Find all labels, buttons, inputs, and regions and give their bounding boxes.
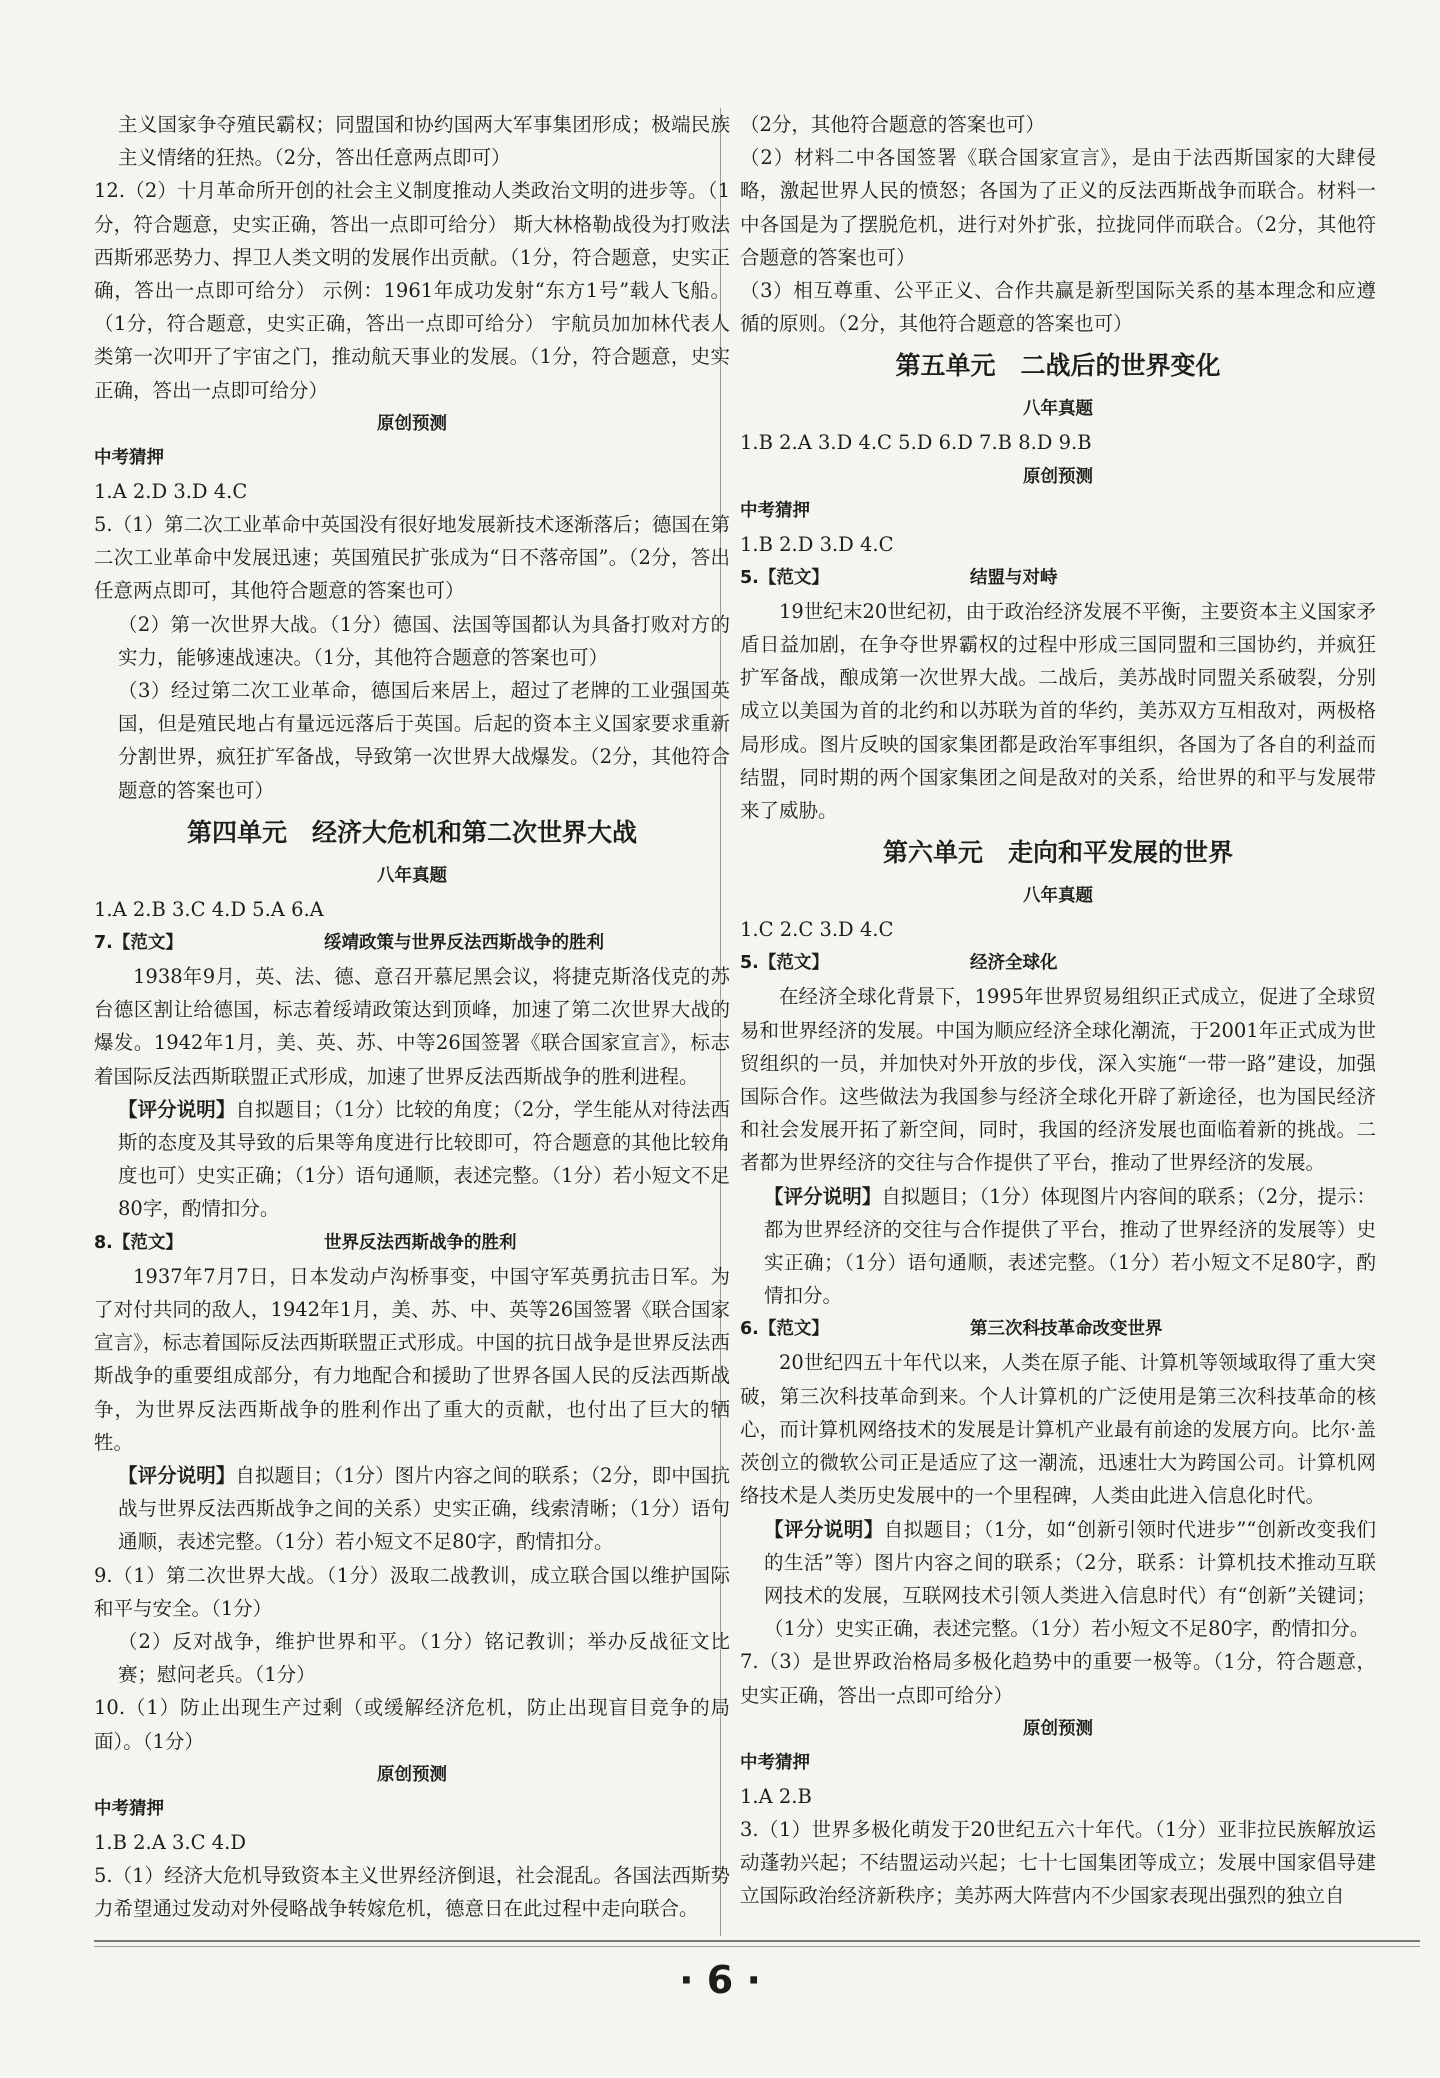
- answer-q5-3: （3）经过第二次工业革命，德国后来居上，超过了老牌的工业强国英国，但是殖民地占有量远远落后于英国。后起的资本主义国家要求重新分割世界，疯狂扩军备战，导致第一次世界大战爆发。（2分，其他符合题意的答案也可）: [118, 679, 730, 802]
- essay-body: 19世纪末20世纪初，由于政治经济发展不平衡，主要资本主义国家矛盾日益加剧，在争夺世界霸权的过程中形成三国同盟和三国协约，并疯狂扩军备战，酿成第一次世界大战。二战后，美苏战时同盟关系破裂，分别成立以美国为首的北约和以苏联为首的华约，美苏双方互相敌对，两极格局形成。图片反映的国家集团都是政治军事组织，各国为了各自的利益而结盟，同时期的两个国家集团之间是敌对的关系，给世界的和平与发展带来了威胁。: [740, 599, 1376, 823]
- subsection-heading: 中考猜押: [94, 1798, 164, 1819]
- footer-rule: [94, 1940, 1420, 1942]
- scoring-text: 自拟题目；（1分）比较的角度；（2分，学生能从对待法西斯的态度及其导致的后果等角度进行比较即可，符合题意的其他比较角度也可）史实正确；（1分）语句通顺，表述完整。（1分）若小短文不足80字，酌情扣分。: [118, 1097, 730, 1221]
- page-number: · 6 ·: [679, 1958, 761, 2002]
- left-column: [94, 108, 730, 1925]
- essay-body: 20世纪四五十年代以来，人类在原子能、计算机等领域取得了重大突破，第三次科技革命到来。个人计算机的广泛使用是第三次科技革命的核心，而计算机网络技术的发展是计算机产业最有前途的发展方向。比尔·盖茨创立的微软公司正是适应了这一潮流，迅速壮大为跨国公司。计算机网络技术是人类历史发展中的一个里程碑，人类由此进入信息化时代。: [740, 1351, 1376, 1508]
- answer-q7: 7.（3）是世界政治格局多极化趋势中的重要一极等。（1分，符合题意，史实正确，答出一点即可给分）: [740, 1650, 1376, 1707]
- essay-title: 经济全球化: [970, 953, 1058, 974]
- section-heading: 八年真题: [377, 865, 447, 886]
- section-heading: 八年真题: [1023, 886, 1093, 907]
- scoring-tag: 【评分说明】: [118, 1463, 236, 1487]
- answer-key: 1.B 2.D 3.D 4.C: [740, 532, 894, 556]
- section-heading: 原创预测: [1023, 1718, 1093, 1739]
- essay-tag: 6.【范文】: [740, 1319, 829, 1340]
- text-paragraph: （3）相互尊重、公平正义、合作共赢是新型国际关系的基本理念和应遵循的原则。（2分，其他符合题意的答案也可）: [740, 279, 1376, 336]
- subsection-heading: 中考猜押: [740, 500, 810, 521]
- model-essay-header: [740, 946, 1376, 980]
- answer-q5-2: （2）第一次世界大战。（1分）德国、法国等国都认为具备打败对方的实力，能够速战速决。（1分，其他符合题意的答案也可）: [118, 612, 730, 669]
- scoring-tag: 【评分说明】: [764, 1184, 882, 1208]
- subsection-heading: 中考猜押: [740, 1752, 810, 1773]
- answer-q12: 12.（2）十月革命所开创的社会主义制度推动人类政治文明的进步等。（1分，符合题意，史实正确，答出一点即可给分） 斯大林格勒战役为打败法西斯邪恶势力、捍卫人类文明的发展作出贡献。（1分，符合题意，史实正确，答出一点即可给分） 示例：1961年成功发射“东方1号”载人飞船。（1分，符合题意，史实正确，答出一点即可给分） 宇航员加加林代表人类第一次叩开了宇宙之门，推动航天事业的发展。（1分，符合题意，史实正确，答出一点即可给分）: [94, 179, 730, 402]
- footer-rule: [94, 1946, 1420, 1947]
- section-heading: 八年真题: [1023, 399, 1093, 420]
- essay-tag: 7.【范文】: [94, 933, 183, 954]
- scoring-note: [740, 1180, 1376, 1313]
- answer-key: 1.B 2.A 3.C 4.D: [94, 1830, 246, 1854]
- section-heading: 原创预测: [1023, 466, 1093, 487]
- scoring-note: [94, 1093, 730, 1226]
- scoring-text: 自拟题目；（1分，如“创新引领时代进步”“创新改变我们的生活”等）图片内容之间的联系；（2分，联系：计算机技术推动互联网技术的发展，互联网技术引领人类进入信息时代）有“创新”关键词；（1分）史实正确，表述完整。（1分）若小短文不足80字，酌情扣分。: [764, 1517, 1376, 1641]
- essay-title: 第三次科技革命改变世界: [970, 1319, 1163, 1340]
- essay-title: 结盟与对峙: [970, 567, 1058, 588]
- model-essay-header: [740, 1312, 1376, 1346]
- text-paragraph: 主义国家争夺殖民霸权；同盟国和协约国两大军事集团形成；极端民族主义情绪的狂热。（2分，答出任意两点即可）: [118, 113, 730, 170]
- essay-tag: 5.【范文】: [740, 567, 829, 588]
- scoring-tag: 【评分说明】: [764, 1517, 884, 1541]
- unit-title: 第四单元 经济大危机和第二次世界大战: [186, 817, 637, 847]
- answer-key: 1.A 2.B: [740, 1784, 812, 1808]
- scoring-text: 自拟题目；（1分）图片内容之间的联系；（2分，即中国抗战与世界反法西斯战争之间的关系）史实正确，线索清晰；（1分）语句通顺，表述完整。（1分）若小短文不足80字，酌情扣分。: [118, 1463, 730, 1554]
- essay-title: 世界反法西斯战争的胜利: [324, 1232, 517, 1253]
- scoring-note: [94, 1459, 730, 1559]
- essay-body: 1938年9月，英、法、德、意召开慕尼黑会议，将捷克斯洛伐克的苏台德区割让给德国，标志着绥靖政策达到顶峰，加速了第二次世界大战的爆发。1942年1月，美、英、苏、中等26国签署《联合国家宣言》，标志着国际反法西斯联盟正式形成，加速了世界反法西斯战争的胜利进程。: [94, 965, 730, 1088]
- scoring-text: 自拟题目；（1分）体现图片内容间的联系；（2分，提示：都为世界经济的交往与合作提供了平台，推动了世界经济的发展等）史实正确；（1分）语句通顺，表述完整。（1分）若小短文不足80字，酌情扣分。: [764, 1184, 1376, 1308]
- model-essay-header: [740, 561, 1376, 595]
- section-heading: 原创预测: [377, 413, 447, 434]
- answer-key: 1.A 2.D 3.D 4.C: [94, 479, 248, 503]
- model-essay-header: [94, 1226, 730, 1260]
- essay-body: 在经济全球化背景下，1995年世界贸易组织正式成立，促进了全球贸易和世界经济的发展。中国为顺应经济全球化潮流，于2001年正式成为世贸组织的一员，并加快对外开放的步伐，深入实施“一带一路”建设，加强国际合作。这些做法为我国参与经济全球化开辟了新途径，也为国民经济和社会发展开拓了新空间，同时，我国的经济发展也面临着新的挑战。二者都为世界经济的交往与合作提供了平台，推动了世界经济的发展。: [740, 985, 1376, 1175]
- answer-q5-1: 5.（1）第二次工业革命中英国没有很好地发展新技术逐渐落后；德国在第二次工业革命中发展迅速；英国殖民扩张成为“日不落帝国”。（2分，答出任意两点即可，其他符合题意的答案也可）: [94, 513, 730, 603]
- essay-tag: 5.【范文】: [740, 953, 829, 974]
- scoring-note: [740, 1513, 1376, 1646]
- essay-body: 1937年7月7日，日本发动卢沟桥事变，中国守军英勇抗击日军。为了对付共同的敌人，1942年1月，美、苏、中、英等26国签署《联合国家宣言》，标志着国际反法西斯联盟正式形成。中国的抗日战争是世界反法西斯战争的重要组成部分，有力地配合和援助了世界各国人民的反法西斯战争，为世界反法西斯战争的胜利作出了重大的贡献，也付出了巨大的牺牲。: [94, 1264, 730, 1454]
- text-paragraph: （2）材料二中各国签署《联合国家宣言》，是由于法西斯国家的大肆侵略，激起世界人民的愤怒；各国为了正义的反法西斯战争而联合。材料一中各国是为了摆脱危机，进行对外扩张，拉拢同伴而联合。（2分，其他符合题意的答案也可）: [740, 146, 1376, 269]
- section-heading: 原创预测: [377, 1764, 447, 1785]
- answer-q10: 10.（1）防止出现生产过剩（或缓解经济危机，防止出现盲目竞争的局面）。（1分）: [94, 1696, 730, 1753]
- right-column: [740, 108, 1376, 1913]
- answer-q5b: 5.（1）经济大危机导致资本主义世界经济倒退，社会混乱。各国法西斯势力希望通过发动对外侵略战争转嫁危机，德意日在此过程中走向联合。: [94, 1863, 730, 1921]
- scoring-tag: 【评分说明】: [118, 1097, 236, 1121]
- unit-title: 第五单元 二战后的世界变化: [895, 351, 1221, 381]
- unit-title: 第六单元 走向和平发展的世界: [882, 838, 1233, 868]
- model-essay-header: [94, 926, 730, 960]
- answer-key: 1.A 2.B 3.C 4.D 5.A 6.A: [94, 897, 324, 921]
- answer-q9-1: 9.（1）第二次世界大战。（1分）汲取二战教训，成立联合国以维护国际和平与安全。（1分）: [94, 1563, 730, 1620]
- essay-title: 绥靖政策与世界反法西斯战争的胜利: [324, 933, 604, 954]
- text-paragraph: （2分，其他符合题意的答案也可）: [740, 113, 1045, 136]
- subsection-heading: 中考猜押: [94, 447, 164, 468]
- answer-key: 1.B 2.A 3.D 4.C 5.D 6.D 7.B 8.D 9.B: [740, 431, 1092, 455]
- answer-q9-2: （2）反对战争，维护世界和平。（1分）铭记教训；举办反战征文比赛；慰问老兵。（1分）: [118, 1629, 730, 1687]
- answer-q3: 3.（1）世界多极化萌发于20世纪五六十年代。（1分）亚非拉民族解放运动蓬勃兴起；不结盟运动兴起；七十七国集团等成立；发展中国家倡导建立国际政治经济新秩序；美苏两大阵营内不少国家表现出强烈的独立自: [740, 1817, 1376, 1908]
- answer-key: 1.C 2.C 3.D 4.C: [740, 918, 894, 942]
- essay-tag: 8.【范文】: [94, 1232, 183, 1253]
